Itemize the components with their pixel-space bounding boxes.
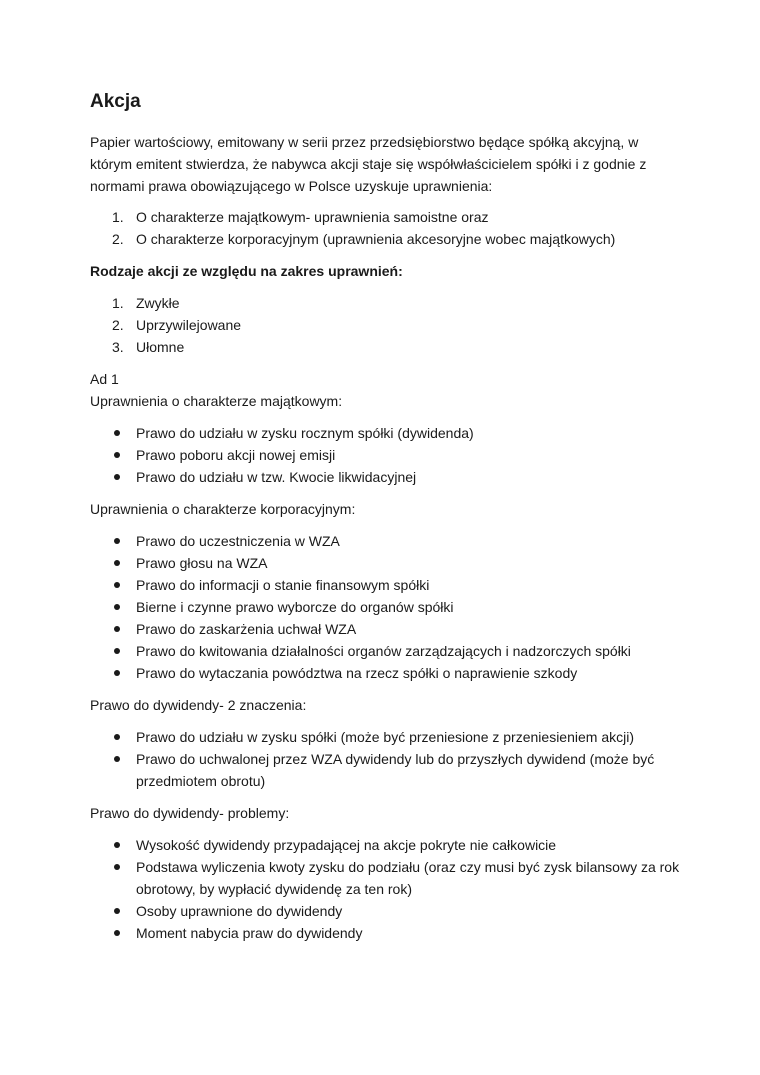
page-title: Akcja xyxy=(90,91,141,112)
list-item-text: Prawo poboru akcji nowej emisji xyxy=(136,447,336,463)
list-item xyxy=(90,314,680,336)
list-number: 2. xyxy=(112,317,124,333)
list-item-text: Wysokość dywidendy przypadającej na akcje pokryte nie całkowicie xyxy=(136,837,557,853)
list-item-text: O charakterze korporacyjnym (uprawnienia akcesoryjne wobec majątkowych) xyxy=(136,231,616,247)
bullet-icon xyxy=(114,930,120,936)
bullet-icon xyxy=(114,582,120,588)
list-item xyxy=(90,530,680,552)
list-item xyxy=(90,466,680,488)
list-item xyxy=(90,662,680,684)
intro-paragraph: Papier wartościowy, emitowany w serii przez przedsiębiorstwo będące spółką akcyjną, w którym emitent stwierdza, że nabywca akcji staje się współwłaścicielem spółki i z godnie z normami prawa obowiązującego w Polsce uzyskuje uprawnienia: xyxy=(90,134,647,194)
bullet-icon xyxy=(114,842,120,848)
list-item-text: Prawo do udziału w zysku rocznym spółki (dywidenda) xyxy=(136,425,474,441)
types-heading: Rodzaje akcji ze względu na zakres uprawnień: xyxy=(90,263,403,279)
bullet-icon xyxy=(114,648,120,654)
bullet-icon xyxy=(114,538,120,544)
property-rights-label: Uprawnienia o charakterze majątkowym: xyxy=(90,393,343,409)
list-item xyxy=(90,726,680,748)
list-item-text: O charakterze majątkowym- uprawnienia samoistne oraz xyxy=(136,209,489,225)
bullet-icon xyxy=(114,560,120,566)
list-item xyxy=(90,292,680,314)
list-item xyxy=(90,422,680,444)
types-numbered-list xyxy=(90,292,680,358)
document-page xyxy=(90,90,680,944)
list-item xyxy=(90,574,680,596)
bullet-icon xyxy=(114,670,120,676)
list-item xyxy=(90,900,680,922)
list-item xyxy=(90,552,680,574)
list-item-text: Moment nabycia praw do dywidendy xyxy=(136,925,363,941)
list-number: 3. xyxy=(112,339,124,355)
corporate-rights-list xyxy=(90,530,680,684)
ad1-label: Ad 1 xyxy=(90,371,119,387)
bullet-icon xyxy=(114,756,120,762)
bullet-icon xyxy=(114,430,120,436)
list-item xyxy=(90,856,680,900)
list-item-text: Ułomne xyxy=(136,339,185,355)
dividend-meaning-list xyxy=(90,726,680,792)
list-item xyxy=(90,922,680,944)
list-item-text: Prawo do kwitowania działalności organów zarządzających i nadzorczych spółki xyxy=(136,643,631,659)
list-item-text: Prawo do uchwalonej przez WZA dywidendy lub do przyszłych dywidend (może być przedmiotem obrotu) xyxy=(136,751,655,789)
bullet-icon xyxy=(114,452,120,458)
list-item-text: Prawo głosu na WZA xyxy=(136,555,268,571)
list-number: 1. xyxy=(112,295,124,311)
list-item-text: Prawo do udziału w zysku spółki (może być przeniesione z przeniesieniem akcji) xyxy=(136,729,634,745)
list-item xyxy=(90,618,680,640)
list-item xyxy=(90,748,680,792)
list-item-text: Prawo do udziału w tzw. Kwocie likwidacyjnej xyxy=(136,469,417,485)
list-item xyxy=(90,228,680,250)
list-item xyxy=(90,640,680,662)
list-item-text: Osoby uprawnione do dywidendy xyxy=(136,903,343,919)
list-item xyxy=(90,206,680,228)
list-number: 2. xyxy=(112,231,124,247)
corporate-rights-label: Uprawnienia o charakterze korporacyjnym: xyxy=(90,501,356,517)
bullet-icon xyxy=(114,908,120,914)
list-item xyxy=(90,444,680,466)
list-item xyxy=(90,336,680,358)
property-rights-list xyxy=(90,422,680,488)
list-item xyxy=(90,834,680,856)
list-item-text: Bierne i czynne prawo wyborcze do organów spółki xyxy=(136,599,454,615)
dividend-problems-label: Prawo do dywidendy- problemy: xyxy=(90,805,290,821)
bullet-icon xyxy=(114,734,120,740)
dividend-meaning-label: Prawo do dywidendy- 2 znaczenia: xyxy=(90,697,307,713)
bullet-icon xyxy=(114,626,120,632)
list-item-text: Prawo do wytaczania powództwa na rzecz spółki o naprawienie szkody xyxy=(136,665,578,681)
intro-numbered-list xyxy=(90,206,680,250)
dividend-problems-list xyxy=(90,834,680,944)
list-item-text: Zwykłe xyxy=(136,295,180,311)
bullet-icon xyxy=(114,604,120,610)
bullet-icon xyxy=(114,864,120,870)
bullet-icon xyxy=(114,474,120,480)
list-item-text: Prawo do uczestniczenia w WZA xyxy=(136,533,340,549)
list-item-text: Prawo do informacji o stanie finansowym spółki xyxy=(136,577,430,593)
list-item xyxy=(90,596,680,618)
list-number: 1. xyxy=(112,209,124,225)
list-item-text: Prawo do zaskarżenia uchwał WZA xyxy=(136,621,357,637)
list-item-text: Uprzywilejowane xyxy=(136,317,242,333)
list-item-text: Podstawa wyliczenia kwoty zysku do podziału (oraz czy musi być zysk bilansowy za rok obrotowy, by wypłacić dywidendę za ten rok) xyxy=(136,859,680,897)
